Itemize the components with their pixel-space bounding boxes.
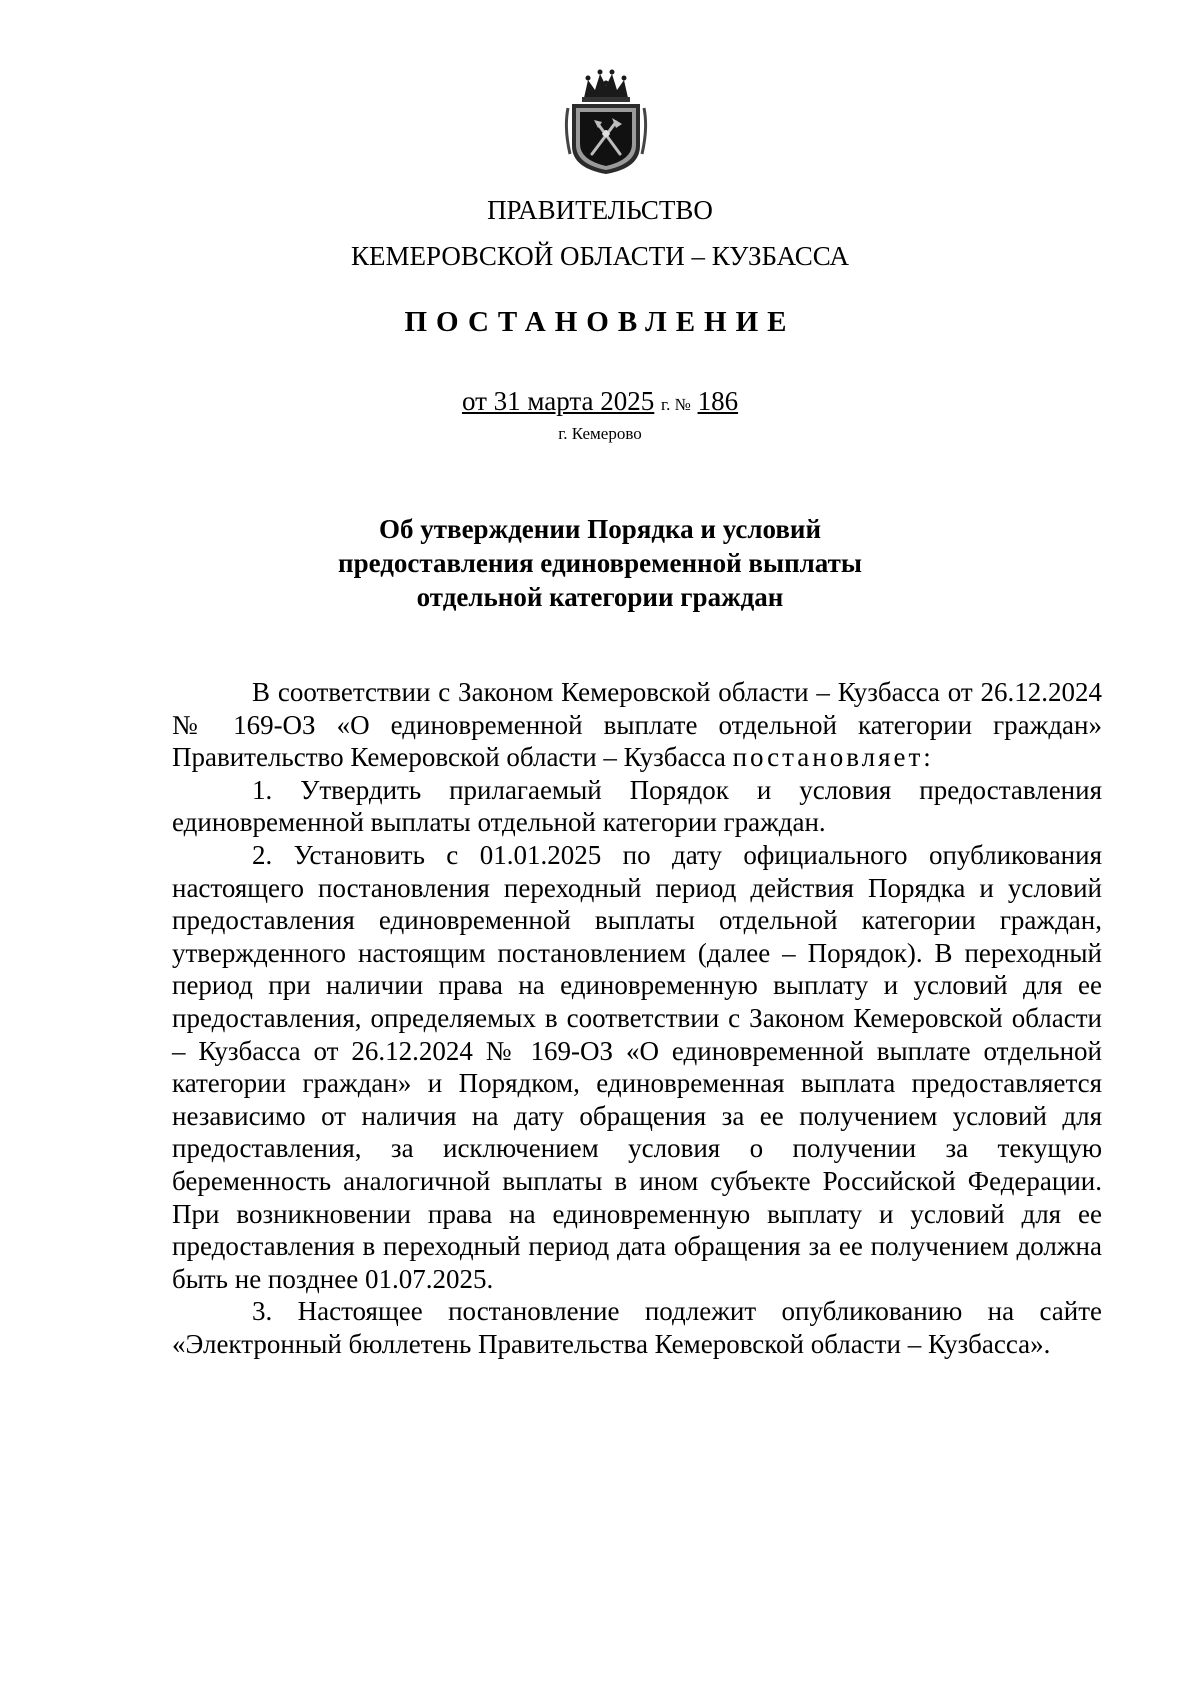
- preamble-text: В соответствии с Законом Кемеровской области – Кузбасса от 26.12.2024 № 169-ОЗ «О единовременной выплате отдельной категории граждан» Правительство Кемеровской области – Кузбасса: [172, 677, 1102, 773]
- organization-name-line2: КЕМЕРОВСКОЙ ОБЛАСТИ – КУЗБАССА: [351, 241, 849, 271]
- number-label: г. №: [661, 395, 691, 414]
- paragraph-item-3: 3. Настоящее постановление подлежит опубликованию на сайте «Электронный бюллетень Правительства Кемеровской области – Кузбасса».: [172, 1296, 1102, 1359]
- date-number-line: [0, 386, 1200, 417]
- paragraph-preamble: [172, 676, 1102, 774]
- resolves-word: постановляет:: [732, 742, 934, 773]
- subject-line3: отдельной категории граждан: [416, 582, 784, 612]
- paragraph-item-2: 2. Установить с 01.01.2025 по дату официального опубликования настоящего постановления переходный период действия Порядка и условий предоставления единовременной выплаты отдельной категории граждан, утвержденного настоящим постановлением (далее – Порядок). В переходный период при наличии права на единовременную выплату и условий для ее предоставления, определяемых в соответствии с Законом Кемеровской области – Кузбасса от 26.12.2024 № 169-ОЗ «О единовременной выплате отдельной категории граждан» и Порядком, единовременная выплата предоставляется независимо от наличия на дату обращения за ее получением условий для предоставления, за исключением условия о получении за текущую беременность аналогичной выплаты в ином субъекте Российской Федерации. При возникновении права на единовременную выплату и условий для ее предоставления в переходный период дата обращения за ее получением должна быть не позднее 01.07.2025.: [172, 839, 1102, 1294]
- city-name: г. Кемерово: [558, 424, 642, 443]
- document-number: 186: [697, 386, 739, 416]
- document-body: [172, 676, 1102, 1360]
- organization-name-line1: ПРАВИТЕЛЬСТВО: [487, 195, 713, 225]
- document-date: от 31 марта 2025: [461, 386, 655, 416]
- document-subject: [0, 512, 1200, 614]
- subject-line1: Об утверждении Порядка и условий: [378, 514, 822, 544]
- paragraph-item-1: 1. Утвердить прилагаемый Порядок и условия предоставления единовременной выплаты отдельной категории граждан.: [172, 774, 1102, 838]
- subject-line2: предоставления единовременной выплаты: [338, 548, 862, 578]
- document-type: ПОСТАНОВЛЕНИЕ: [404, 306, 796, 338]
- kuzbass-coat-of-arms-icon: [562, 68, 650, 176]
